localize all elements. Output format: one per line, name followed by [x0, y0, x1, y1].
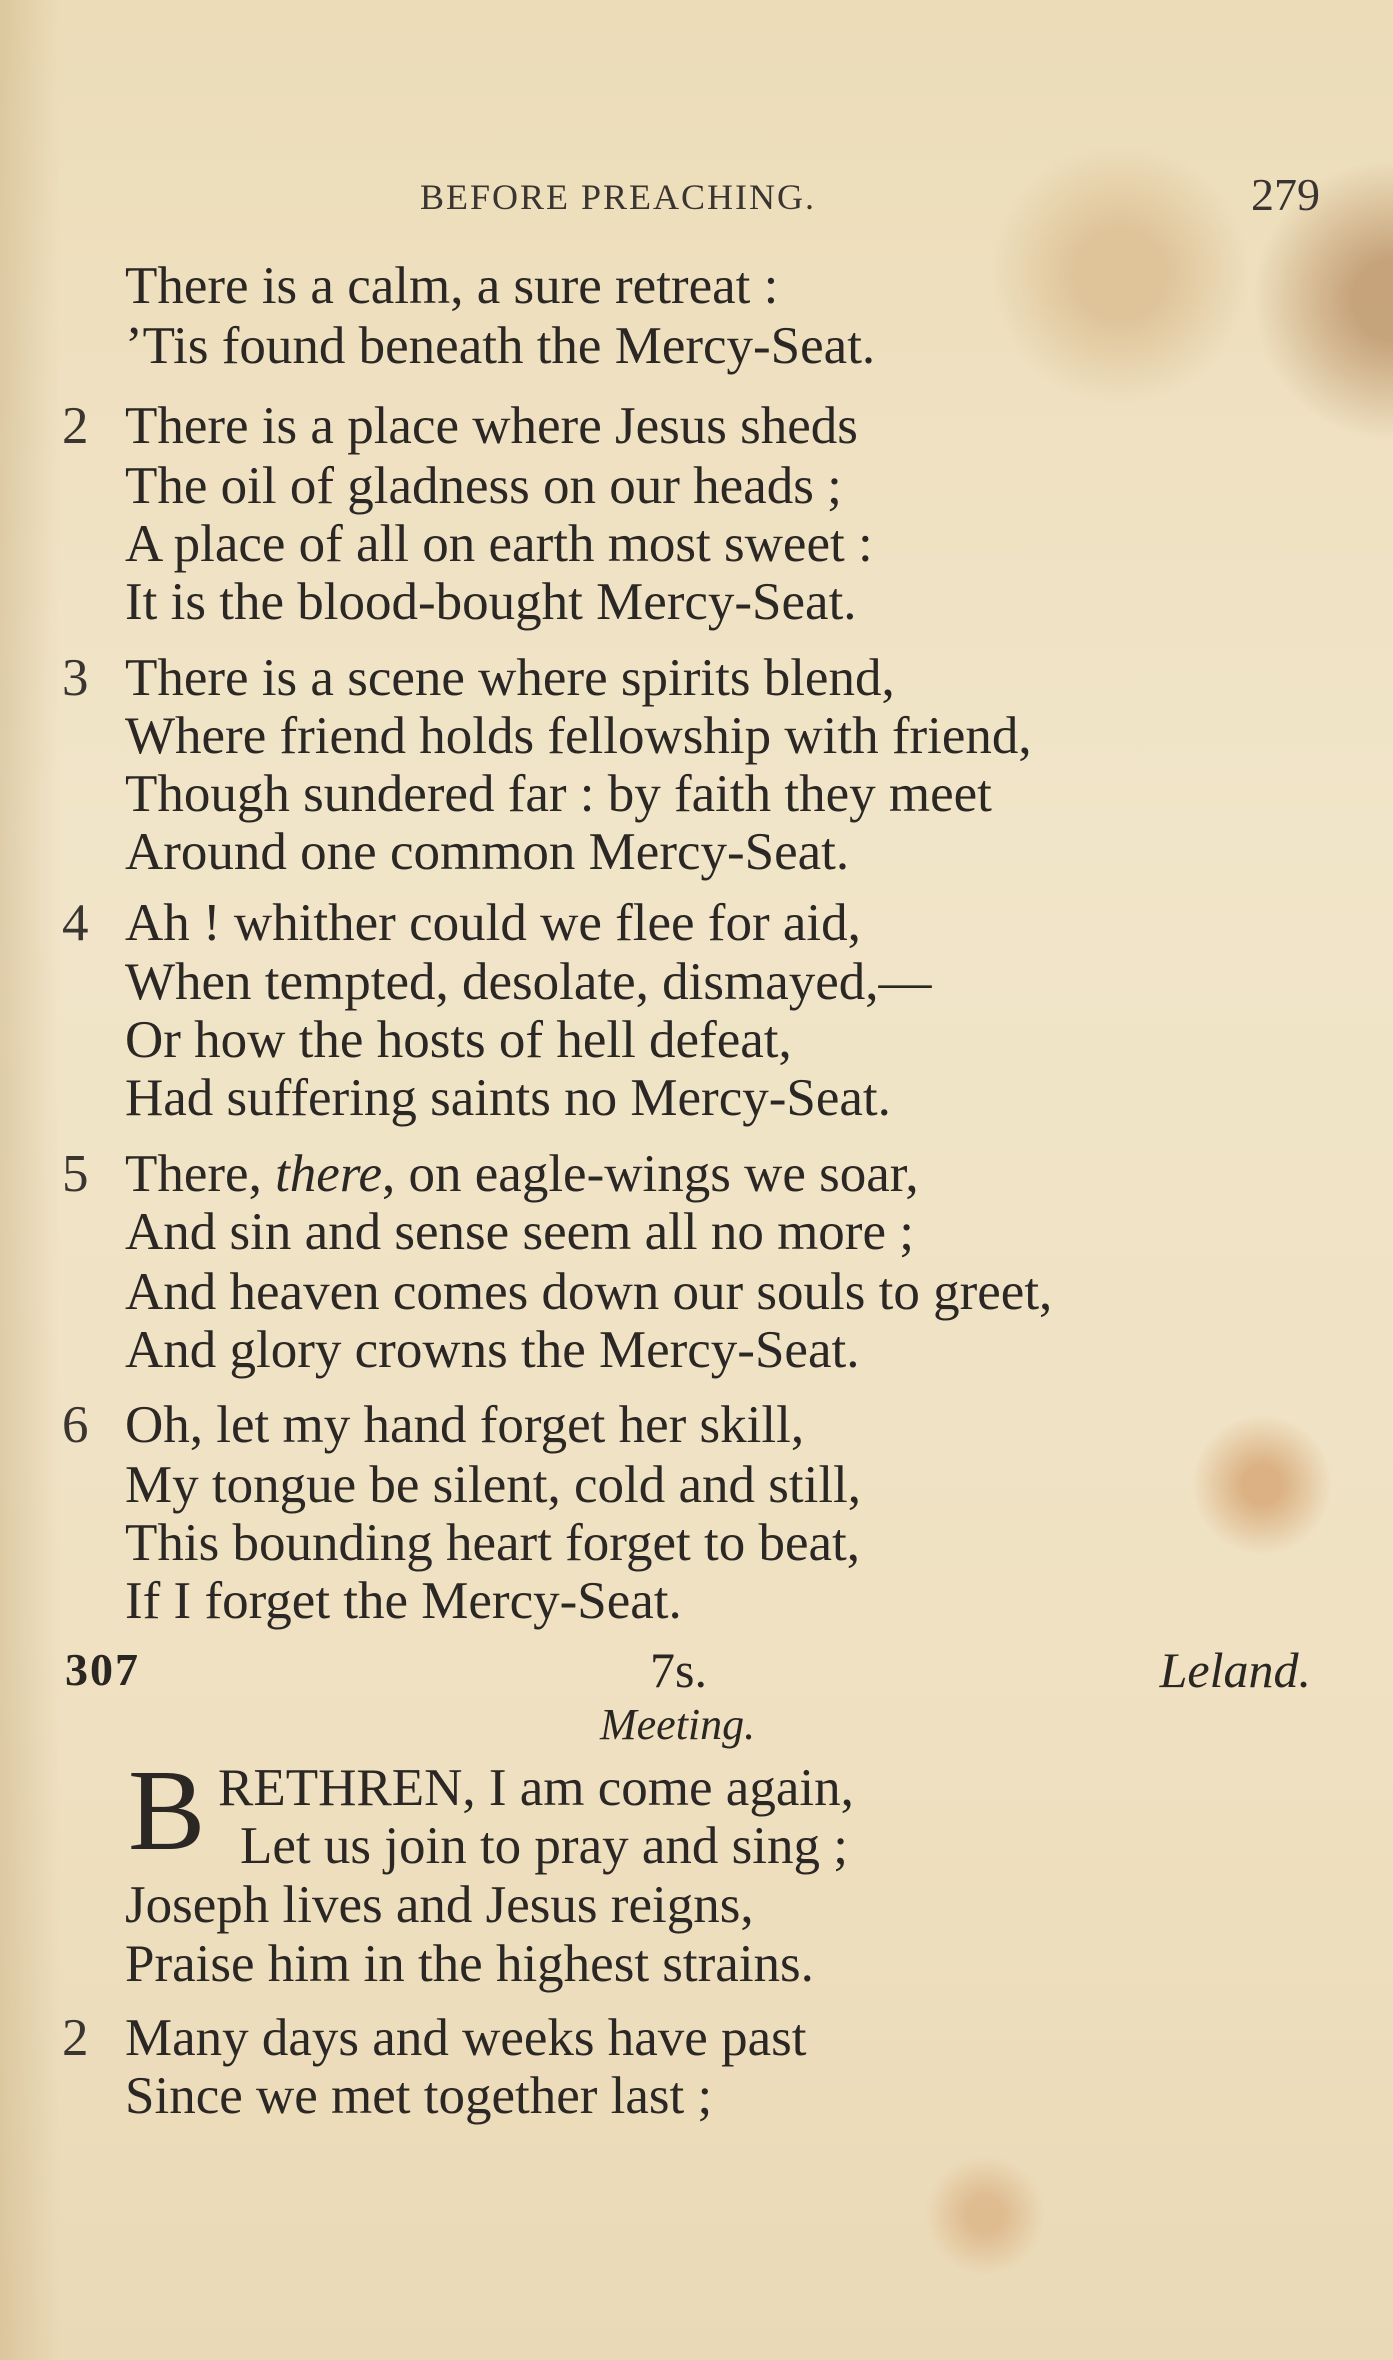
verse-line: Joseph lives and Jesus reigns, — [125, 1876, 754, 1934]
verse-line: It is the blood-bought Mercy-Seat. — [125, 573, 857, 631]
stanza-number: 4 — [62, 894, 89, 952]
verse-line: Oh, let my hand forget her skill, — [125, 1396, 805, 1454]
verse-text: , on eagle-wings we soar, — [382, 1145, 919, 1203]
verse-line: There is a scene where spirits blend, — [125, 649, 895, 707]
stanza-number: 3 — [62, 649, 89, 707]
verse-text: There, — [125, 1145, 276, 1203]
stanza-number: 5 — [62, 1145, 89, 1203]
page-header — [420, 168, 1320, 228]
emphasis-text: there — [275, 1145, 383, 1203]
verse-line: There is a place where Jesus sheds — [125, 397, 858, 455]
verse-line: Ah ! whither could we flee for aid, — [125, 894, 861, 952]
verse-line: Where friend holds fellowship with friend, — [125, 707, 1032, 765]
drop-cap: B — [128, 1747, 206, 1875]
verse-line: Praise him in the highest strains. — [125, 1935, 814, 1993]
stanza-number: 6 — [62, 1396, 89, 1454]
verse-line: And heaven comes down our souls to greet, — [125, 1263, 1053, 1321]
verse-line: Around one common Mercy-Seat. — [125, 823, 850, 881]
hymn-number: 307 — [65, 1644, 140, 1695]
verse-line: The oil of gladness on our heads ; — [125, 457, 842, 515]
verse-line — [125, 1144, 919, 1204]
verse-line: And sin and sense seem all no more ; — [125, 1203, 914, 1261]
running-head: BEFORE PREACHING. — [420, 177, 817, 217]
page-number: 279 — [1251, 169, 1320, 220]
hymn-meter: 7s. — [650, 1642, 707, 1698]
stanza-number: 2 — [62, 397, 89, 455]
verse-line: Or how the hosts of hell defeat, — [125, 1011, 792, 1069]
verse-line: When tempted, desolate, dismayed,— — [125, 953, 932, 1011]
verse-line: Since we met together last ; — [125, 2067, 713, 2125]
verse-line: ’Tis found beneath the Mercy-Seat. — [125, 317, 876, 375]
verse-line: Though sundered far : by faith they meet — [125, 765, 992, 823]
verse-line: Let us join to pray and sing ; — [240, 1817, 848, 1875]
hymn-title: Meeting. — [600, 1700, 756, 1749]
verse-line: If I forget the Mercy-Seat. — [125, 1572, 682, 1630]
verse-line: A place of all on earth most sweet : — [125, 515, 873, 573]
verse-line: And glory crowns the Mercy-Seat. — [125, 1321, 860, 1379]
verse-line: There is a calm, a sure retreat : — [125, 257, 779, 315]
hymn-tune: Leland. — [1159, 1642, 1311, 1698]
verse-line: My tongue be silent, cold and still, — [125, 1456, 862, 1514]
verse-line: Many days and weeks have past — [125, 2009, 807, 2067]
verse-line: This bounding heart forget to beat, — [125, 1514, 860, 1572]
verse-line: RETHREN, I am come again, — [218, 1759, 854, 1817]
stanza-number: 2 — [62, 2009, 89, 2067]
verse-line: Had suffering saints no Mercy-Seat. — [125, 1069, 891, 1127]
